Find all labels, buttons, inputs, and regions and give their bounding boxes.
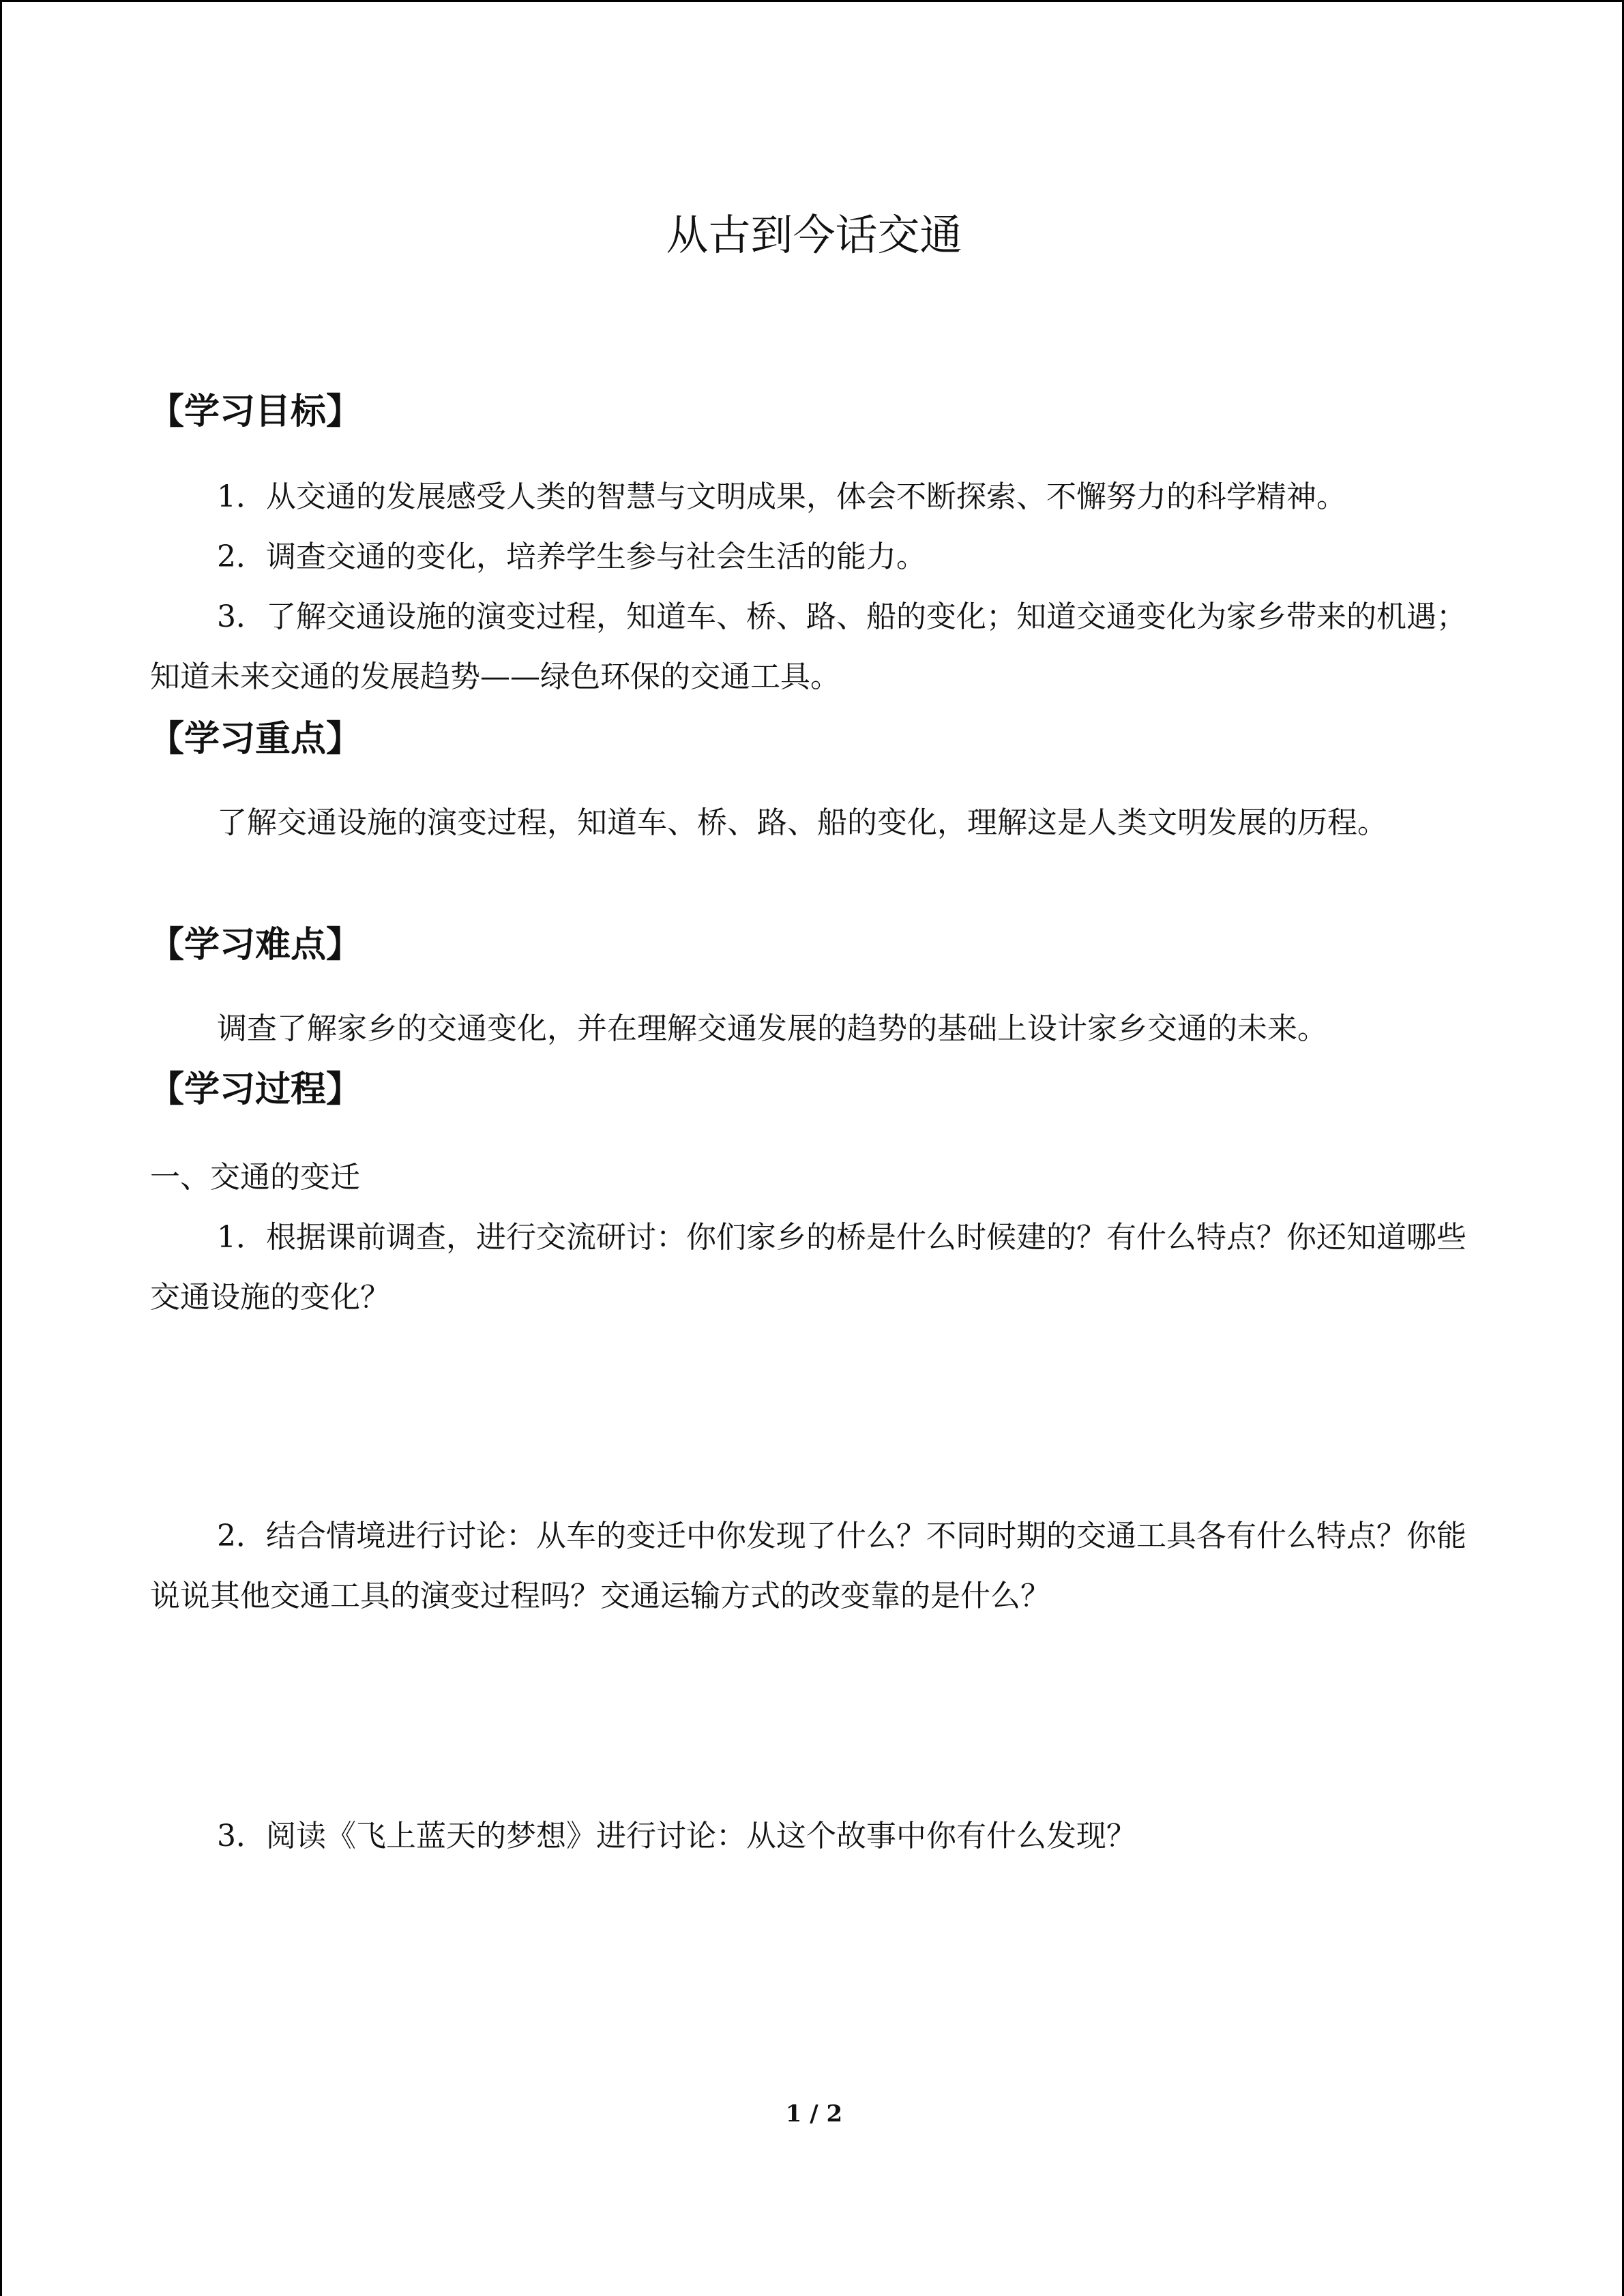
difficulties-heading: 【学习难点】	[149, 925, 362, 966]
page-number: 1 / 2	[785, 2100, 843, 2128]
key-points-heading: 【学习重点】	[149, 719, 362, 760]
objective-item-2: 2．调查交通的变化，培养学生参与社会生活的能力。	[217, 539, 926, 574]
objective-item-1: 1．从交通的发展感受人类的智慧与文明成果，体会不断探索、不懈努力的科学精神。	[217, 479, 1346, 514]
process-subheading: 一、交通的变迁	[150, 1160, 360, 1195]
objectives-heading: 【学习目标】	[149, 391, 362, 432]
process-heading: 【学习过程】	[149, 1069, 362, 1110]
key-points-text: 了解交通设施的演变过程，知道车、桥、路、船的变化，理解这是人类文明发展的历程。	[217, 805, 1387, 840]
process-question-1: 1．根据课前调查，进行交流研讨：你们家乡的桥是什么时候建的？有什么特点？你还知道哪些交通设施的变化？	[150, 1220, 1466, 1315]
process-question-3: 3．阅读《飞上蓝天的梦想》进行讨论：从这个故事中你有什么发现？	[217, 1819, 1136, 1853]
difficulties-text: 调查了解家乡的交通变化，并在理解交通发展的趋势的基础上设计家乡交通的未来。	[217, 1011, 1327, 1046]
objective-item-3: 3．了解交通设施的演变过程，知道车、桥、路、船的变化；知道交通变化为家乡带来的机遇；知道未来交通的发展趋势——绿色环保的交通工具。	[150, 599, 1466, 694]
page-title: 从古到今话交通	[666, 210, 962, 260]
process-question-2: 2．结合情境进行讨论：从车的变迁中你发现了什么？不同时期的交通工具各有什么特点？你能说说其他交通工具的演变过程吗？交通运输方式的改变靠的是什么？	[150, 1519, 1466, 1613]
